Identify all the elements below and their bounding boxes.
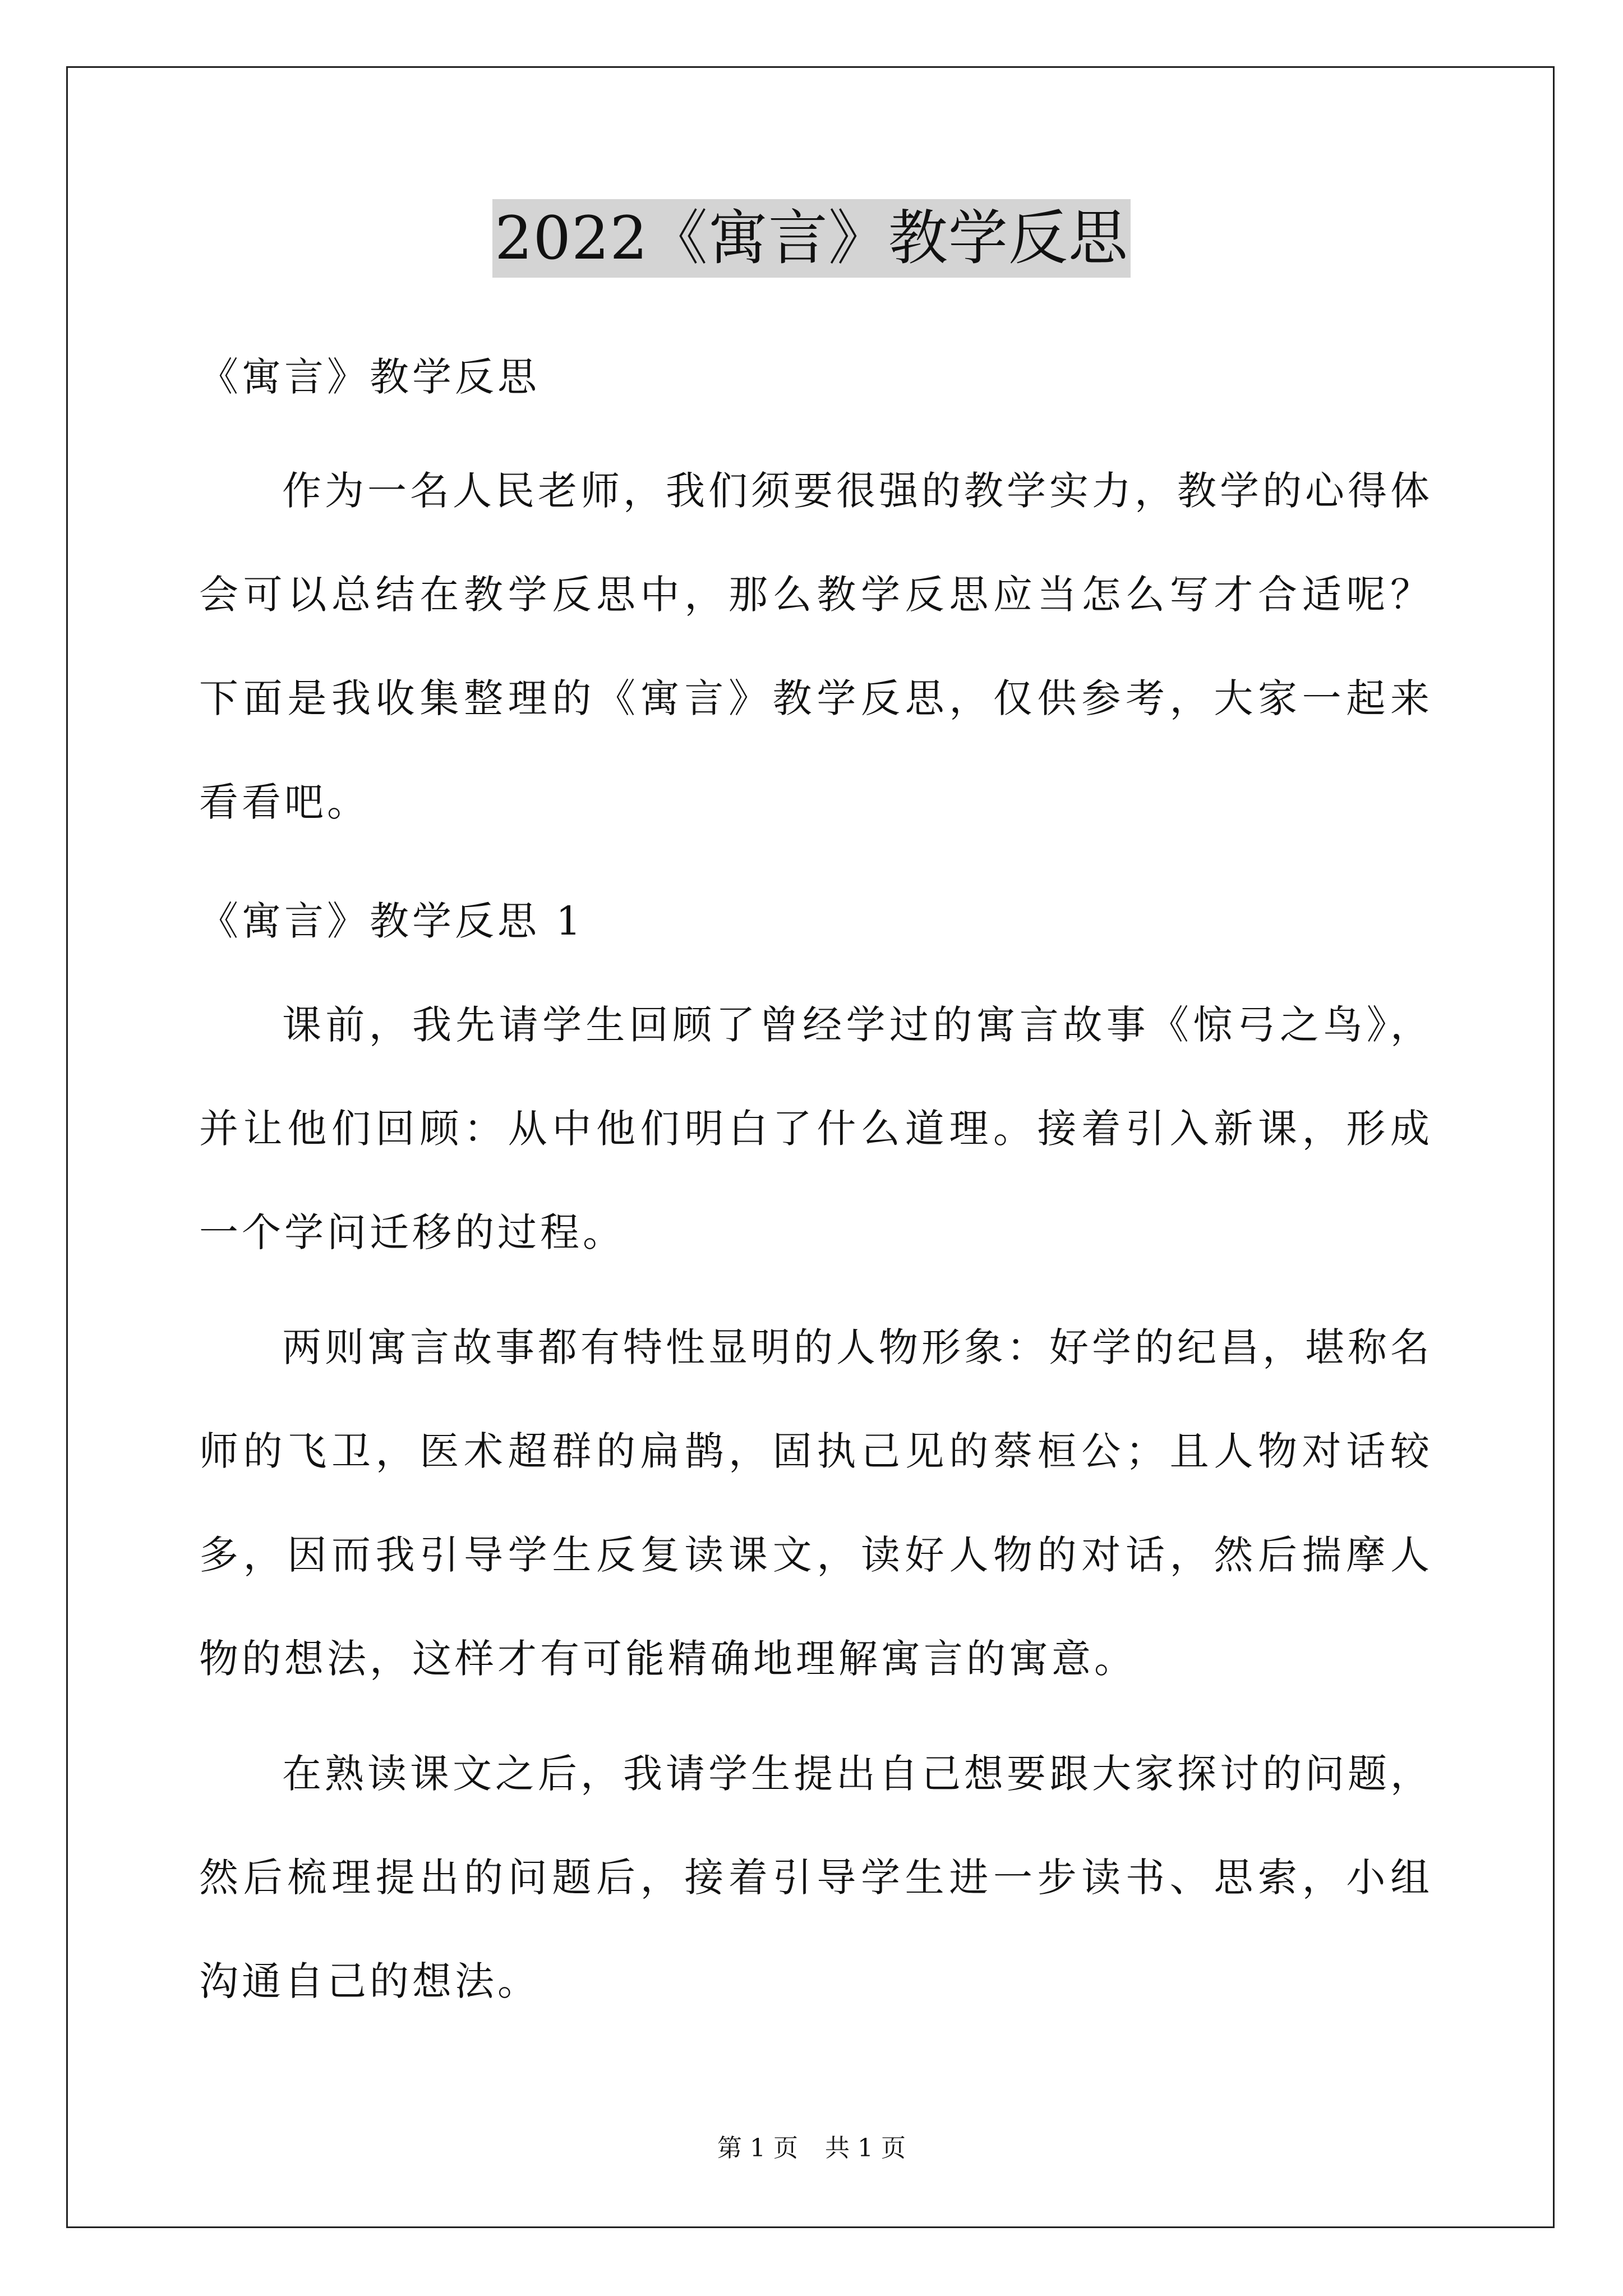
body-paragraph-2: 两则寓言故事都有特性显明的人物形象：好学的纪昌，堪称名师的飞卫，医术超群的扁鹊，固执己见的蔡桓公；且人物对话较多，因而我引导学生反复读课文，读好人物的对话，然后揣摩人物的想法，这样才有可能精确地理解寓言的寓意。: [199, 1324, 1433, 1682]
intro-paragraph: 作为一名人民老师，我们须要很强的教学实力，教学的心得体会可以总结在教学反思中，那么教学反思应当怎么写才合适呢？下面是我收集整理的《寓言》教学反思，仅供参考，大家一起来看看吧。: [199, 468, 1433, 825]
body-paragraph-1: 课前，我先请学生回顾了曾经学过的寓言故事《惊弓之鸟》，并让他们回顾：从中他们明白了什么道理。接着引入新课，形成一个学问迁移的过程。: [199, 1002, 1433, 1255]
body-paragraph-3: 在熟读课文之后，我请学生提出自己想要跟大家探讨的问题，然后梳理提出的问题后，接着引导学生进一步读书、思索，小组沟通自己的想法。: [199, 1751, 1433, 2004]
document-title: 2022《寓言》教学反思: [492, 199, 1131, 278]
page-total: 共 1 页: [825, 2134, 906, 2162]
title-container: [0, 199, 1623, 278]
section-heading: 《寓言》教学反思 1: [199, 898, 584, 944]
page-footer: [0, 2132, 1623, 2165]
document-subtitle: 《寓言》教学反思: [199, 354, 540, 400]
page-number: 第 1 页: [717, 2134, 798, 2162]
